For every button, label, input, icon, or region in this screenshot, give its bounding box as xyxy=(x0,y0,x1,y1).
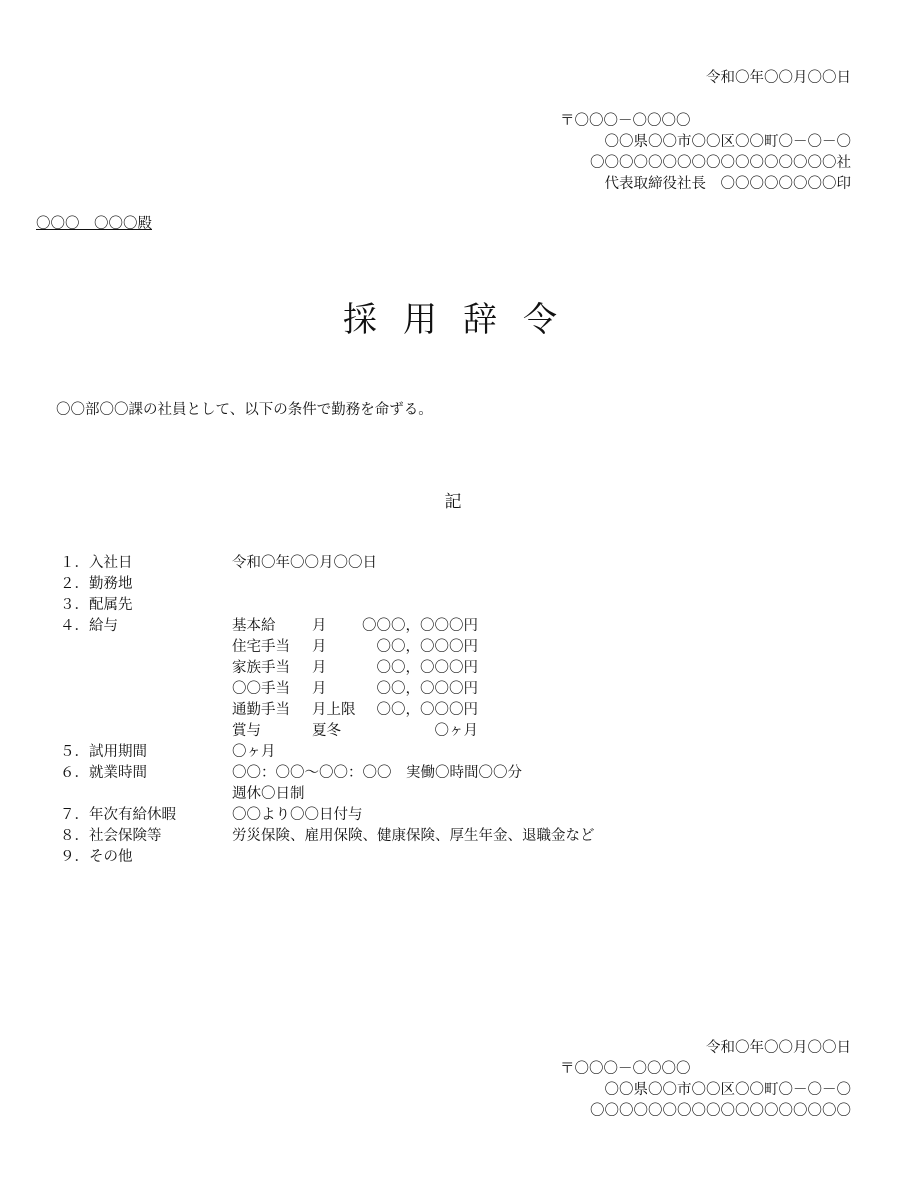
item-value: 労災保険、雇用保険、健康保険、厚生年金、退職金など xyxy=(232,828,595,844)
salary-amount: 〇〇，〇〇〇円 xyxy=(376,702,478,718)
issuer-address-bottom: 〇〇県〇〇市〇〇区〇〇町〇－〇－〇 xyxy=(604,1082,851,1098)
salary-name: 家族手当 xyxy=(232,660,290,676)
item-label: ３．配属先 xyxy=(60,597,133,613)
item-label: １．入社日 xyxy=(60,555,133,571)
salary-amount: 〇〇〇，〇〇〇円 xyxy=(362,618,478,634)
salary-row xyxy=(232,679,478,700)
issuer-postal-bottom: 〒〇〇〇－〇〇〇〇 xyxy=(560,1061,691,1077)
issuer-company-bottom: 〇〇〇〇〇〇〇〇〇〇〇〇〇〇〇〇〇〇 xyxy=(590,1103,851,1119)
issuer-representative: 代表取締役社長 〇〇〇〇〇〇〇〇印 xyxy=(604,176,851,192)
salary-amount: 〇〇，〇〇〇円 xyxy=(376,639,478,655)
salary-row xyxy=(232,700,478,721)
document-title: 採用辞令 xyxy=(343,300,583,340)
salary-period: 月 xyxy=(312,660,327,676)
ki-heading: 記 xyxy=(444,492,462,512)
salary-period: 夏冬 xyxy=(312,723,341,739)
salary-period: 月 xyxy=(312,618,327,634)
item-label: ５．試用期間 xyxy=(60,744,147,760)
issue-date-top: 令和〇年〇〇月〇〇日 xyxy=(706,70,851,86)
issue-date-bottom: 令和〇年〇〇月〇〇日 xyxy=(706,1040,851,1056)
salary-name: 通勤手当 xyxy=(232,702,290,718)
item-label: ８．社会保険等 xyxy=(60,828,162,844)
issuer-company-top: 〇〇〇〇〇〇〇〇〇〇〇〇〇〇〇〇〇社 xyxy=(590,155,851,171)
salary-row xyxy=(232,637,478,658)
issuer-address-top: 〇〇県〇〇市〇〇区〇〇町〇－〇－〇 xyxy=(604,134,851,150)
item-value: 〇〇より〇〇日付与 xyxy=(232,807,363,823)
item-value: 週休〇日制 xyxy=(232,786,305,802)
item-value: 令和〇年〇〇月〇〇日 xyxy=(232,555,377,571)
salary-row xyxy=(232,616,478,637)
item-value: 〇ヶ月 xyxy=(232,744,276,760)
salary-period: 月 xyxy=(312,639,327,655)
salary-name: 基本給 xyxy=(232,618,276,634)
item-label: ７．年次有給休暇 xyxy=(60,807,176,823)
intro-text: 〇〇部〇〇課の社員として、以下の条件で勤務を命ずる。 xyxy=(56,402,433,418)
recipient-name: 〇〇〇 〇〇〇殿 xyxy=(36,216,152,232)
salary-row xyxy=(232,658,478,679)
salary-amount: 〇ヶ月 xyxy=(434,723,478,739)
issuer-postal-top: 〒〇〇〇－〇〇〇〇 xyxy=(560,113,691,129)
salary-name: 賞与 xyxy=(232,723,261,739)
salary-amount: 〇〇，〇〇〇円 xyxy=(376,681,478,697)
item-value: 〇〇：〇〇〜〇〇：〇〇 実働〇時間〇〇分 xyxy=(232,765,522,781)
item-label: ９．その他 xyxy=(60,849,133,865)
salary-name: 〇〇手当 xyxy=(232,681,290,697)
salary-period: 月 xyxy=(312,681,327,697)
item-label: ２．勤務地 xyxy=(60,576,133,592)
salary-period: 月上限 xyxy=(312,702,356,718)
salary-amount: 〇〇，〇〇〇円 xyxy=(376,660,478,676)
salary-name: 住宅手当 xyxy=(232,639,290,655)
item-label: ６．就業時間 xyxy=(60,765,147,781)
item-label: ４．給与 xyxy=(60,618,118,634)
salary-row xyxy=(232,721,478,742)
